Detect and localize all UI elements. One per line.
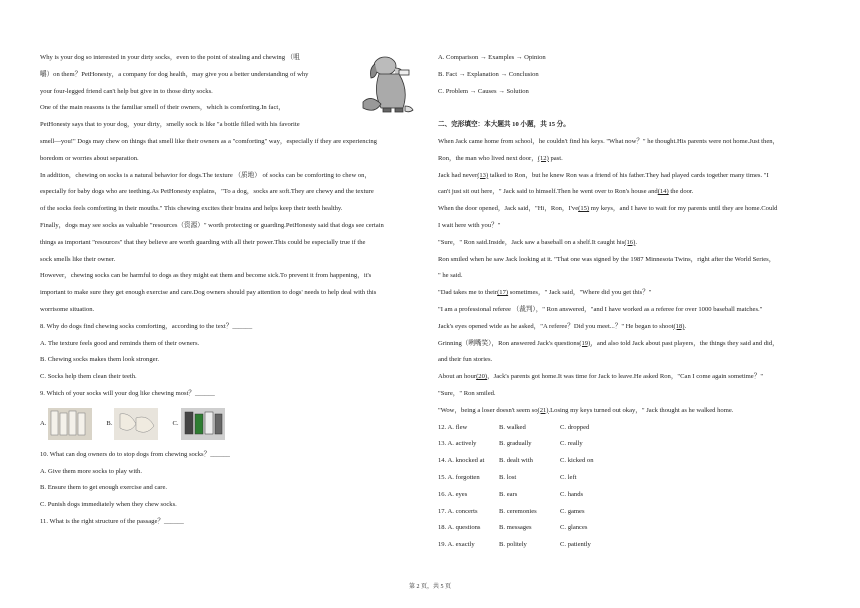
cloze-choice: B. dealt with (499, 457, 533, 465)
cloze-choice-row (438, 520, 828, 537)
cloze-blank: (16) (624, 238, 636, 246)
cloze-blank: (15) (578, 205, 590, 213)
story-text: "Wow，being a loser doesn't seem so (438, 406, 538, 414)
passage-line: boredom or worries about separation. (40, 154, 139, 162)
cloze-choice: B. walked (499, 423, 526, 431)
section-title: 二、完形填空：本大题共 10 小题，共 15 分。 (438, 121, 570, 129)
passage-line: 嚼）on them？PetHonesty，a company for dog health，may give you a better understanding of why (40, 70, 309, 78)
cloze-choice: C. dropped (560, 423, 590, 431)
cloze-choice-row (438, 487, 828, 504)
passage-line: sock smells like their owner. (40, 255, 116, 263)
cloze-choice-row (438, 470, 828, 487)
passage-line: Why is your dog so interested in your dirty socks，even to the point of stealing and chewing （咀 (40, 54, 300, 61)
story-line (438, 168, 828, 185)
passage-line: Finally，dogs may see socks as valuable "resources（资源）" worth protecting or guarding.PetHonesty said that dogs see certain (40, 221, 384, 229)
question-11-option: B. Fact → Explanation → Conclusion (438, 70, 539, 78)
story-text: the door. (668, 188, 694, 196)
question-9-option-label: B. (106, 420, 113, 428)
question-8-stem: 8. Why do dogs find chewing socks comforting，according to the text？______ (40, 322, 253, 330)
cloze-choice-row (438, 420, 828, 437)
story-line (438, 235, 828, 252)
story-text: "I am a professional referee （裁判），" Ron answered，"and I have worked as a referee for over 1000 baseball matches." (438, 305, 763, 313)
cloze-choice: 18. A. questions (438, 524, 481, 532)
story-text: my keys，and I have to wait for my parents until they are home.Could (589, 205, 778, 213)
story-text: .Losing my keys turned out okay，" Jack thought as he walked home. (548, 406, 734, 414)
cloze-choice: C. games (560, 507, 585, 515)
passage-line: your four-legged friend can't help but give in to those dirty socks. (40, 87, 213, 95)
sock-photo (114, 408, 158, 440)
cloze-blank: (20) (476, 373, 488, 381)
passage-line: One of the main reasons is the familiar smell of their owners，which is comforting.In fact， (40, 104, 285, 112)
passage-line: PetHonesty says that to your dog，your dirty，smelly sock is like "a bottle filled with his favorite (40, 121, 300, 129)
story-text: I wait here with you？" (438, 221, 501, 229)
story-line (438, 352, 828, 369)
cloze-blank: (21) (537, 406, 549, 414)
story-text: "Sure，" Ron smiled. (438, 389, 496, 397)
story-line (438, 386, 828, 403)
cloze-choice: 15. A. forgotten (438, 473, 480, 481)
story-text: ，and also told Jack about past players，the things they said and did， (590, 339, 779, 347)
question-9-options (40, 407, 425, 441)
cloze-choice: C. hands (560, 490, 584, 498)
cloze-choice: C. left (560, 473, 577, 481)
story-line (438, 369, 828, 386)
cloze-choice: B. gradually (499, 440, 532, 448)
cloze-choice: 13. A. actively (438, 440, 477, 448)
cloze-choice: B. ears (499, 490, 518, 498)
story-text: When the door opened，Jack said，"Hi，Ron，I've (438, 205, 579, 213)
page-footer: 第 2 页，共 5 页 (408, 584, 451, 590)
cloze-choice: 14. A. knocked at (438, 457, 485, 465)
story-text: Grinning（咧嘴笑），Ron answered Jack's questions (438, 339, 580, 347)
question-10-option: B. Ensure them to get enough exercise and care. (40, 484, 168, 492)
story-text: " he said. (438, 272, 463, 280)
question-9-option-label: C. (172, 420, 179, 428)
cloze-blank: (14) (657, 188, 669, 196)
story-line (438, 319, 828, 336)
story-line (438, 268, 828, 285)
story-text: . (635, 238, 637, 246)
story-line (438, 302, 828, 319)
passage-line: worrisome situation. (40, 305, 95, 313)
cloze-choice: C. really (560, 440, 583, 448)
story-line (438, 218, 828, 235)
passage-line: smell—you!" Dogs may chew on things that smell like their owners as a "comforting" way，especially if they are experiencing (40, 137, 377, 145)
left-column (40, 50, 425, 531)
story-text: Jack's eyes opened wide as he asked，"A referee？Did you meet...？" He began to shoot (438, 322, 674, 330)
story-line (438, 184, 828, 201)
cloze-blank: (12) (537, 154, 549, 162)
cloze-choice: B. lost (499, 473, 517, 481)
cloze-blank: (19) (579, 339, 591, 347)
cloze-choice-row (438, 537, 828, 554)
cloze-choice: 12. A. flew (438, 423, 468, 431)
passage-line: especially for baby dogs who are teething.As PetHonesty explains，"To a dog，socks are soft.They are chewy and the texture (40, 188, 374, 196)
story-text: "Sure，" Ron said.Inside，Jack saw a baseball on a shelf.It caught his (438, 238, 625, 246)
cloze-blank: (13) (477, 171, 489, 179)
story-line (438, 403, 828, 420)
cloze-choice: C. kicked on (560, 457, 594, 465)
cloze-choice: C. glances (560, 524, 588, 532)
cloze-choice: B. politely (499, 541, 527, 549)
story-line (438, 336, 828, 353)
story-text: talked to Ron，but he knew Ron was a friend of his father.They had played cards together many times. "I (488, 171, 769, 179)
question-11-option: A. Comparison → Examples → Opinion (438, 54, 546, 61)
cloze-choice-row (438, 453, 828, 470)
passage-line: of the socks feels comforting in their mouths." This chewing excites their brains and helps keep their teeth healthy. (40, 205, 343, 213)
cloze-choice-row (438, 436, 828, 453)
question-9-option-label: A. (40, 420, 47, 428)
story-text: past. (548, 154, 563, 162)
sock-photo (181, 408, 225, 440)
story-text: Ron smiled when he saw Jack looking at it. "That one was signed by the 1987 Minnesota Twins，right after the World Series， (438, 255, 776, 263)
story-text: sometimes，" Jack said，"Where did you get this？" (508, 289, 652, 297)
question-11-option: C. Problem → Causes → Solution (438, 87, 529, 95)
cloze-choice: B. messages (499, 524, 532, 532)
question-8-option: B. Chewing socks makes them look stronger. (40, 356, 160, 364)
cloze-choice: 19. A. exactly (438, 541, 475, 549)
story-text: . (684, 322, 687, 330)
passage-line: things as important "resources" that they believe are worth guarding with all their power.This could be especially true if the (40, 238, 366, 246)
story-text: and their fun stories. (438, 356, 493, 364)
cloze-choice: B. ceremonies (499, 507, 537, 515)
question-10-option: C. Punish dogs immediately when they chew socks. (40, 501, 177, 509)
story-line (438, 151, 828, 168)
question-10-option: A. Give them more socks to play with. (40, 467, 143, 475)
question-8-option: A. The texture feels good and reminds them of their owners. (40, 339, 200, 347)
story-line (438, 201, 828, 218)
story-line (438, 252, 828, 269)
question-8-option: C. Socks help them clean their teeth. (40, 373, 137, 381)
story-line (438, 134, 828, 151)
passage-line: In addition，chewing on socks is a natural behavior for dogs.The texture （质地） of socks can be comforting to chew on， (40, 171, 372, 179)
question-11-stem: 11. What is the right structure of the passage？______ (40, 517, 184, 525)
question-10-stem: 10. What can dog owners do to stop dogs from chewing socks？______ (40, 450, 230, 458)
story-text: Jack had never (438, 171, 478, 179)
story-text: About an hour (438, 373, 477, 381)
passage-line: important to make sure they get enough exercise and care.Dog owners should pay attention to dogs' needs to help deal with this (40, 289, 377, 297)
cloze-blank: (17) (497, 289, 509, 297)
story-text: ，Jack's parents got home.It was time for Jack to leave.He asked Ron，"Can I come again sometime？" (487, 373, 764, 381)
sock-photo (48, 408, 92, 440)
question-9-stem: 9. Which of your socks will your dog like chewing most？______ (40, 389, 215, 397)
passage-line: However，chewing socks can be harmful to dogs as they might eat them and become sick.To prevent it from happening，it's (40, 272, 372, 280)
right-column (438, 50, 828, 554)
story-text: "Dad takes me to their (438, 289, 498, 297)
cloze-choice-row (438, 504, 828, 521)
story-text: Ron，the man who lived next door， (438, 154, 538, 162)
cloze-choice: C. patiently (560, 541, 591, 549)
story-text: can't just sit out here，" Jack said to himself.Then he went over to Ron's house and (438, 188, 658, 196)
story-text: When Jack came home from school，he couldn't find his keys. "What now？" he thought.His parents were not home.Just then， (438, 137, 780, 145)
cloze-choice: 16. A. eyes (438, 490, 468, 498)
cloze-blank: (18) (673, 322, 685, 330)
cloze-choice: 17. A. concerts (438, 507, 478, 515)
story-line (438, 285, 828, 302)
dog-with-sock-illustration (345, 52, 417, 116)
